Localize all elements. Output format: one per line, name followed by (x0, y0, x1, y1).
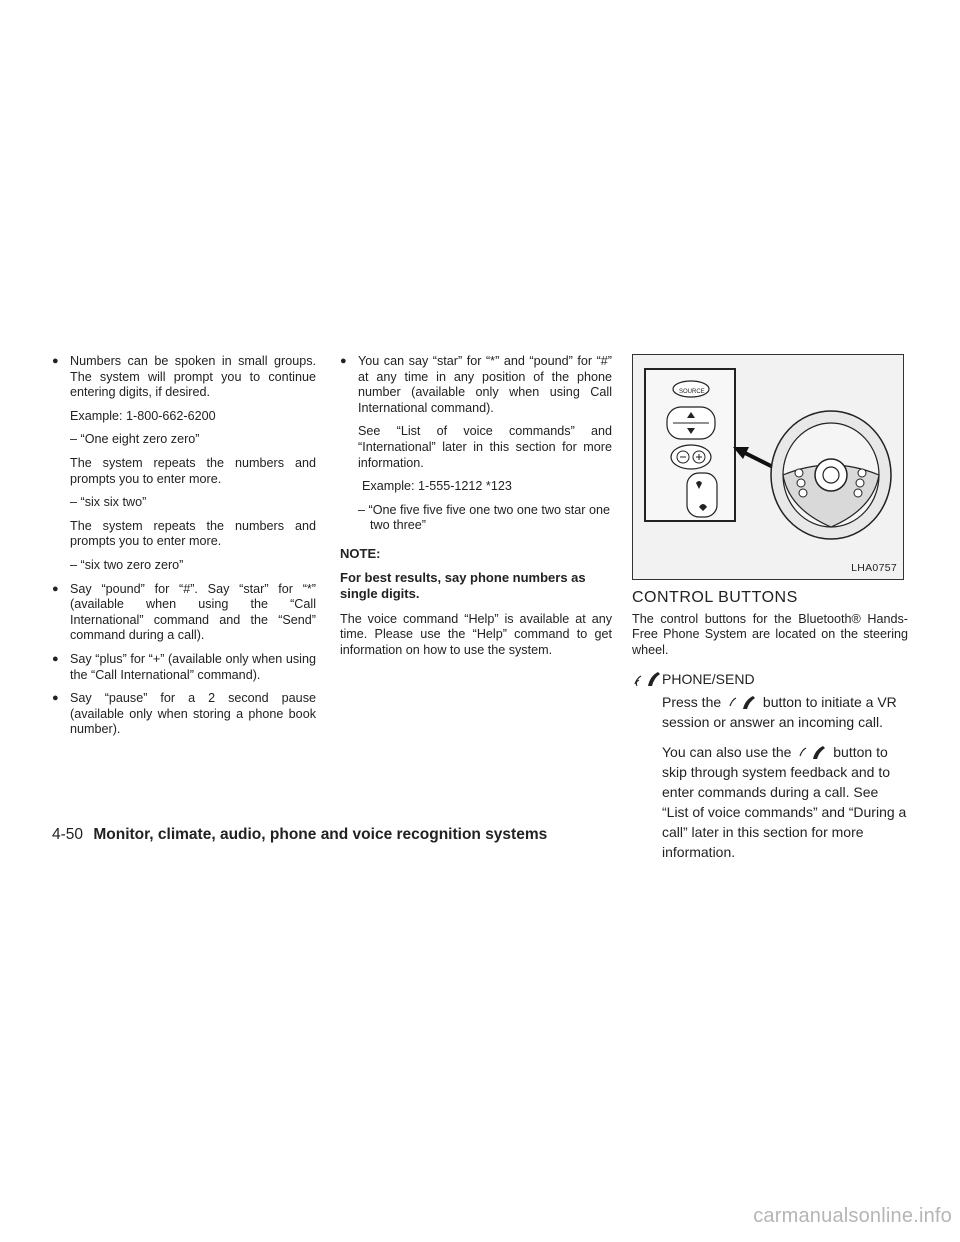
figure-code: LHA0757 (851, 562, 897, 575)
also-text-start: You can also use the (662, 744, 792, 761)
phone-send-icon (632, 670, 662, 688)
bullet-text: Say “pause” for a 2 second pause (available only when storing a phone book number). (70, 691, 316, 737)
help-paragraph: The voice command “Help” is available at any time. Please use the “Help” command to get information on how to use the system. (340, 611, 612, 657)
bullet-item (52, 354, 316, 401)
steering-wheel-illustration (633, 355, 903, 579)
press-text-start: Press the (662, 694, 722, 711)
bullet-dot-icon: ● (52, 652, 59, 665)
bullet-item (340, 354, 612, 416)
page-footer (52, 826, 547, 844)
spoken-step: – “One five five five one two one two star one two three” (358, 502, 611, 533)
phone-send-description (632, 692, 908, 862)
bullet-text: Say “pound” for “#”. Say “star” for “*” (available when using the “Call International” command and the “Send” command during a call). (70, 581, 316, 643)
phone-send-row (632, 670, 908, 688)
press-paragraph (662, 692, 908, 732)
bullet-dot-icon: ● (340, 355, 347, 367)
spoken-step: – “One eight zero zero” (70, 432, 200, 447)
bullet-text: You can say “star” for “*” and “pound” for “#” at any time in any position of the phone number (available only when using Call International command). (358, 354, 612, 415)
spoken-step: – “six six two” (70, 495, 147, 510)
example-line: Example: 1-800-662-6200 (70, 408, 216, 423)
spoken-step: – “six two zero zero” (70, 557, 184, 572)
press-text-end: button to initiate a VR session or answer an incoming call. (662, 694, 897, 731)
page-number: 4-50 (52, 826, 84, 843)
note-bold-text: For best results, say phone numbers as single digits. (340, 569, 586, 601)
left-column (52, 354, 316, 746)
bullet-item (52, 691, 316, 738)
repeat-text: The system repeats the numbers and prompts you to enter more. (70, 518, 316, 549)
bullet-text: Say “plus” for “+” (available only when using the “Call International” command). (70, 651, 316, 682)
phone-send-label: PHONE/SEND (662, 670, 755, 687)
section-title: Monitor, climate, audio, phone and voice recognition systems (93, 826, 548, 843)
bullet-text: Numbers can be spoken in small groups. The system will prompt you to continue entering digits, if desired. (70, 354, 316, 400)
watermark: carmanualsonline.info (753, 1205, 952, 1227)
right-column (632, 354, 908, 872)
middle-column (340, 354, 612, 666)
repeat-text: The system repeats the numbers and prompts you to enter more. (70, 455, 316, 486)
bullet-dot-icon: ● (52, 355, 59, 367)
section-heading: CONTROL BUTTONS (632, 589, 798, 606)
bullet-item (52, 652, 316, 683)
see-also-text: See “List of voice commands” and “International” later in this section for more information. (358, 424, 612, 470)
phone-send-icon (795, 744, 829, 760)
steering-wheel-figure (632, 354, 904, 580)
phone-send-icon (725, 694, 759, 710)
also-text-end: button to skip through system feedback and to enter commands during a call. See “List of voice commands” and “During a call” later in this section for more information. (662, 744, 907, 861)
source-button-label: SOURCE (679, 389, 705, 395)
also-paragraph (662, 742, 908, 862)
note-label: NOTE: (340, 545, 381, 561)
intro-paragraph: The control buttons for the Bluetooth® Hands-Free Phone System are located on the steering wheel. (632, 611, 908, 657)
bullet-item (52, 582, 316, 644)
bullet-dot-icon: ● (52, 582, 59, 595)
example-line: Example: 1-555-1212 *123 (362, 479, 512, 494)
bullet-dot-icon: ● (52, 692, 59, 705)
